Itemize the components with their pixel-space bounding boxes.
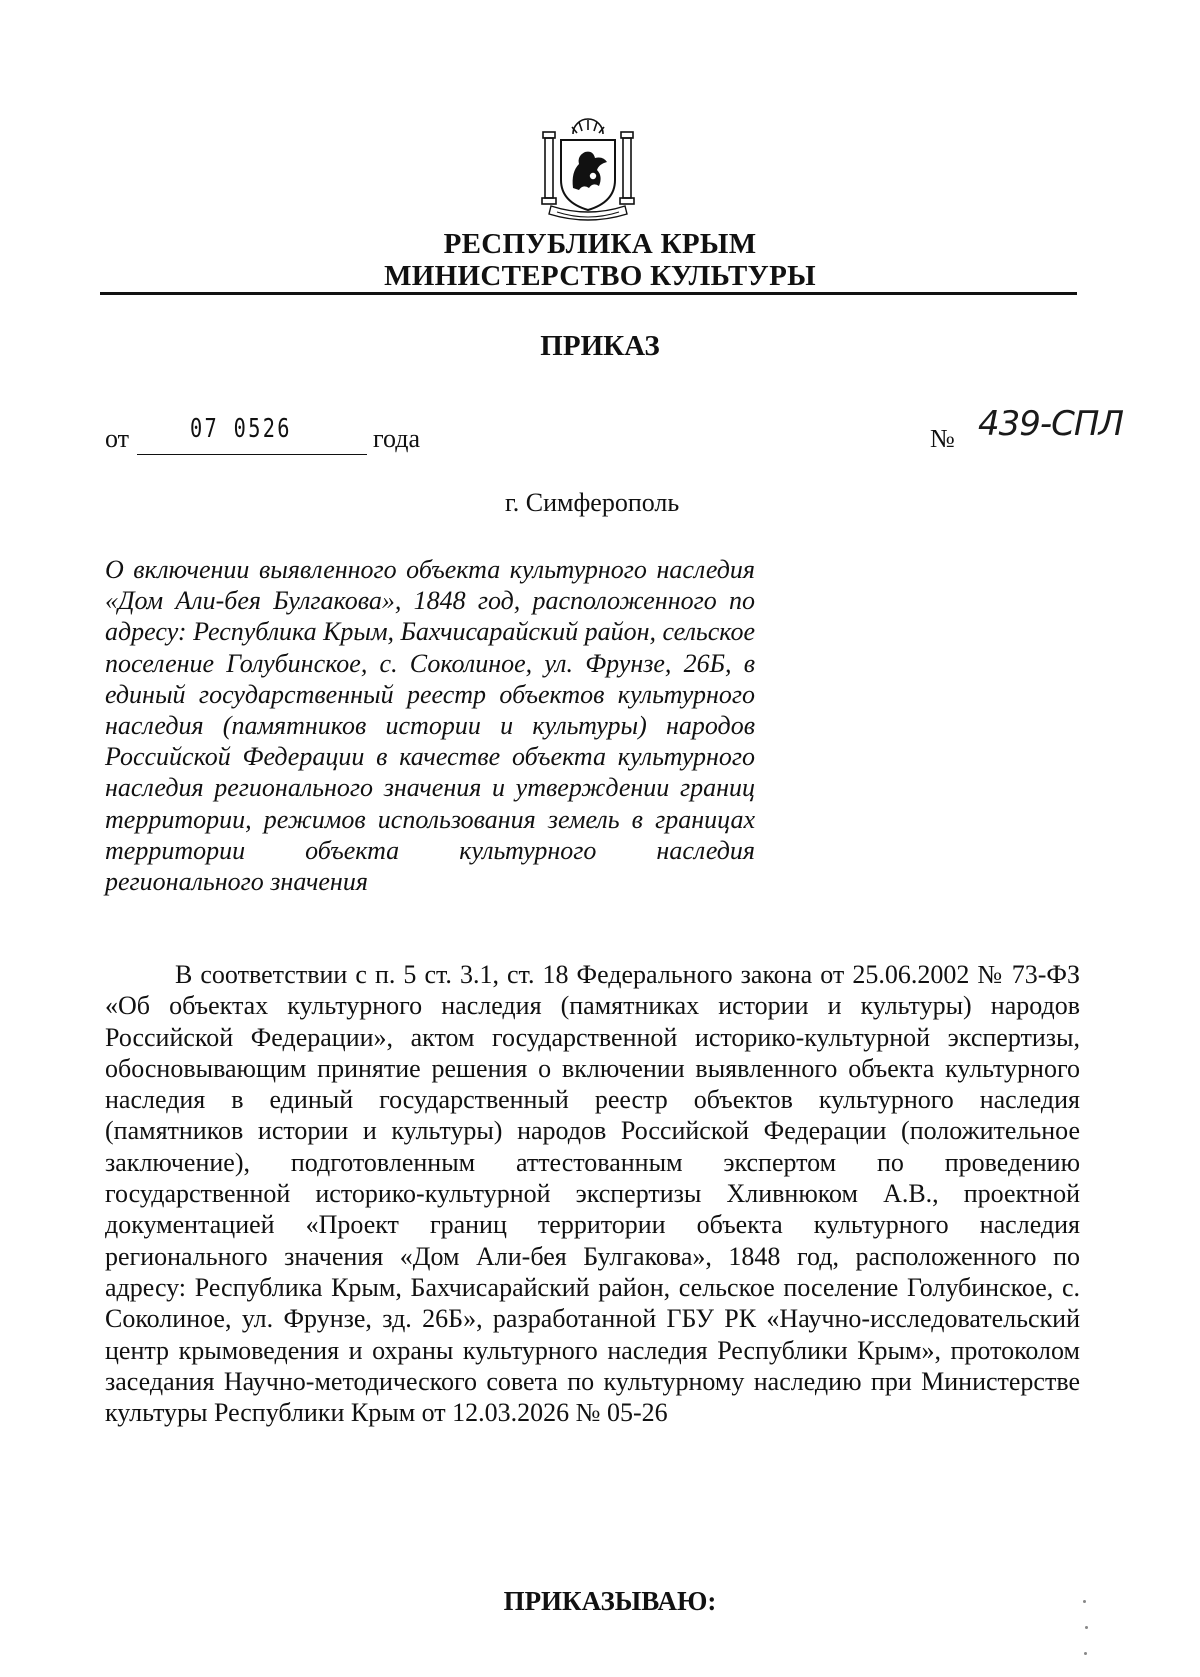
handwritten-document-number: 439-СПЛ	[978, 404, 1124, 444]
date-stamp: 07 0526	[190, 414, 292, 444]
scan-speck	[1084, 1652, 1087, 1655]
number-label: №	[930, 424, 955, 453]
scan-speck	[1085, 1626, 1088, 1629]
date-prefix: от	[105, 424, 130, 453]
order-word: ПРИКАЗЫВАЮ:	[503, 1586, 717, 1616]
order-preamble: В соответствии с п. 5 ст. 3.1, ст. 18 Федерального закона от 25.06.2002 № 73-ФЗ «Об объектах культурного наследия (памятниках истории и культуры) народов Российской Федерации», актом государственной историко-культурной экспертизы, обосновывающим принятие решения о включении выявленного объекта культурного наследия в единый государственный реестр объектов культурного наследия (памятников истории и культуры) народов Российской Федерации (положительное заключение), подготовленным аттестованным экспертом по проведению государственной историко-культурной экспертизы Хливнюком А.В., проектной документацией «Проект границ территории объекта культурного наследия регионального значения «Дом Али-бея Булгакова», 1848 год, расположенного по адресу: Республика Крым, Бахчисарайский район, сельское поселение Голубинское, с. Соколиное, ул. Фрунзе, зд. 26Б», разработанной ГБУ РК «Научно-исследовательский центр крымоведения и охраны культурного наследия Республики Крым», протоколом заседания Научно-методического совета по культурному наследию при Министерстве культуры Республики Крым от 12.03.2026 № 05-26	[105, 960, 1080, 1428]
city: г. Симферополь	[505, 488, 680, 517]
crimea-coat-of-arms-icon	[537, 118, 639, 226]
org-name-line1: РЕСПУБЛИКА КРЫМ	[443, 228, 757, 260]
date-underline	[137, 454, 367, 455]
order-subject: О включении выявленного объекта культурного наследия «Дом Али-бея Булгакова», 1848 год, расположенного по адресу: Республика Крым, Бахчисарайский район, сельское поселение Голубинское, с. Соколиное, ул. Фрунзе, 26Б, в единый государственный реестр объектов культурного наследия (памятников истории и культуры) народов Российской Федерации в качестве объекта культурного наследия регионального значения и утверждении границ территории, режимов использования земель в границах территории объекта культурного наследия регионального значения	[105, 555, 755, 897]
org-name-line2: МИНИСТЕРСТВО КУЛЬТУРЫ	[384, 260, 816, 292]
document-type: ПРИКАЗ	[540, 330, 660, 362]
date-suffix: года	[373, 424, 421, 453]
scan-speck	[1083, 1600, 1086, 1603]
header-divider	[100, 292, 1077, 295]
